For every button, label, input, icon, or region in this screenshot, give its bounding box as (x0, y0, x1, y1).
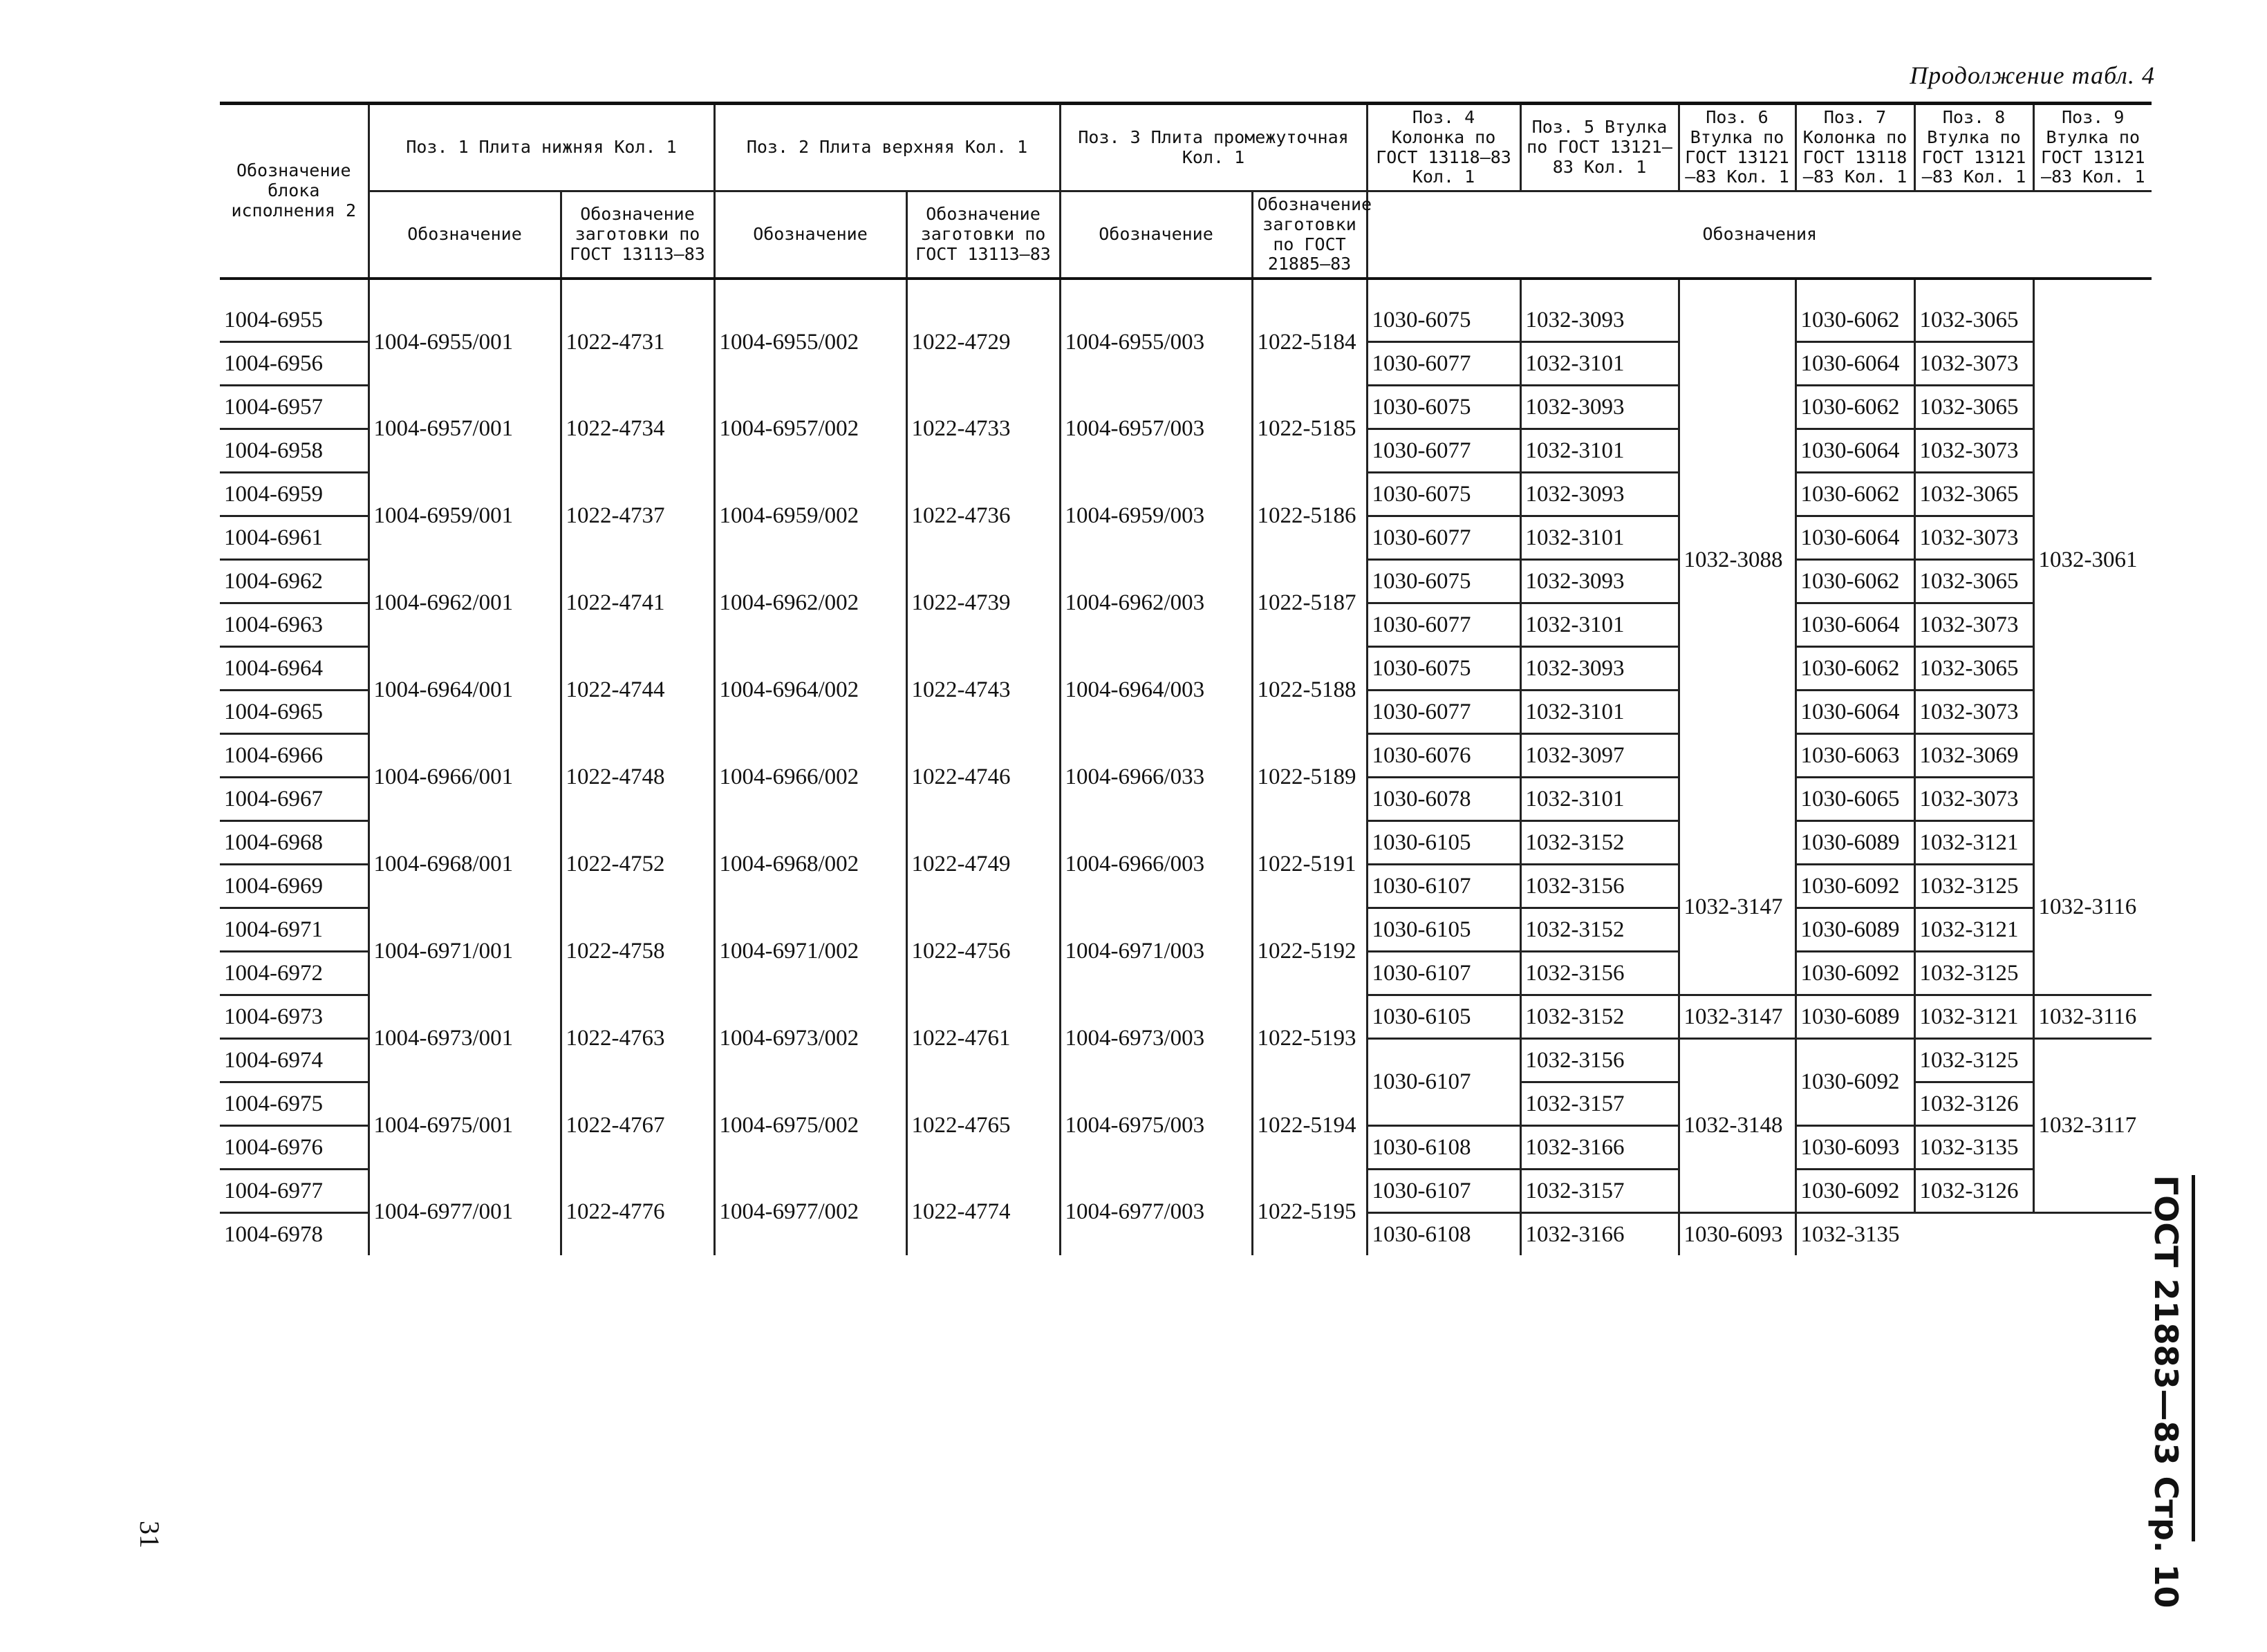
pos4-cell: 1030-6078 (1367, 778, 1520, 821)
pos5-cell: 1032-3101 (1520, 516, 1679, 560)
block-designation: 1004-6958 (220, 429, 368, 473)
pos3-blank: 1022-5194 (1252, 1082, 1367, 1170)
pos8-cell: 1032-3121 (1914, 995, 2033, 1039)
side-title (2147, 1175, 2240, 1608)
header-pos2-blank: Обозначение заготовки по ГОСТ 13113—83 (906, 191, 1060, 279)
block-designation: 1004-6972 (220, 952, 368, 995)
pos7-cell: 1030-6092 (1795, 952, 1914, 995)
header-pos9: Поз. 9 Втулка по ГОСТ 13121—83 Кол. 1 (2033, 104, 2152, 191)
pos8-cell: 1032-3135 (1795, 1213, 1914, 1256)
header-pos3-blank: Обозначение заготовки по ГОСТ 21885—83 (1252, 191, 1367, 279)
pos2-designation: 1004-6968/002 (714, 821, 906, 908)
pos3-designation: 1004-6964/003 (1060, 647, 1252, 734)
pos7-cell: 1030-6089 (1795, 995, 1914, 1039)
pos3-blank: 1022-5187 (1252, 560, 1367, 647)
pos5-cell: 1032-3152 (1520, 908, 1679, 952)
pos7-cell: 1030-6089 (1795, 908, 1914, 952)
pos3-designation: 1004-6975/003 (1060, 1082, 1252, 1170)
pos5-cell: 1032-3166 (1520, 1213, 1679, 1256)
header-pos6: Поз. 6 Втулка по ГОСТ 13121—83 Кол. 1 (1679, 104, 1795, 191)
pos4-cell: 1030-6077 (1367, 342, 1520, 386)
pos4-cell: 1030-6075 (1367, 279, 1520, 342)
pos9-cell: 1032-3117 (2033, 1039, 2152, 1213)
pos4-cell: 1030-6077 (1367, 691, 1520, 734)
pos5-cell: 1032-3152 (1520, 995, 1679, 1039)
pos1-blank: 1022-4752 (561, 821, 714, 908)
pos4-cell: 1030-6107 (1367, 952, 1520, 995)
pos4-cell: 1030-6108 (1367, 1213, 1520, 1256)
pos8-cell: 1032-3073 (1914, 516, 2033, 560)
pos8-cell: 1032-3135 (1914, 1126, 2033, 1170)
pos8-cell: 1032-3069 (1914, 734, 2033, 778)
pos4-cell: 1030-6077 (1367, 429, 1520, 473)
pos1-designation: 1004-6966/001 (368, 734, 561, 821)
pos4-cell: 1030-6076 (1367, 734, 1520, 778)
pos6-cell: 1032-3147 (1679, 995, 1795, 1039)
pos1-designation: 1004-6968/001 (368, 821, 561, 908)
pos4-cell: 1030-6075 (1367, 647, 1520, 691)
pos8-cell: 1032-3125 (1914, 865, 2033, 908)
pos2-designation: 1004-6959/002 (714, 473, 906, 560)
pos5-cell: 1032-3093 (1520, 647, 1679, 691)
pos4-cell: 1030-6105 (1367, 995, 1520, 1039)
pos8-cell: 1032-3126 (1914, 1082, 2033, 1126)
pos8-cell: 1032-3073 (1914, 429, 2033, 473)
continuation-label: Продолжение табл. 4 (1910, 62, 2155, 89)
block-designation: 1004-6973 (220, 995, 368, 1039)
pos3-blank: 1022-5186 (1252, 473, 1367, 560)
header-pos8: Поз. 8 Втулка по ГОСТ 13121—83 Кол. 1 (1914, 104, 2033, 191)
pos8-cell: 1032-3073 (1914, 342, 2033, 386)
pos5-cell: 1032-3101 (1520, 603, 1679, 647)
header-block-column: Обозначение блока исполнения 2 (231, 160, 357, 220)
pos2-designation: 1004-6971/002 (714, 908, 906, 995)
pos7-cell: 1030-6093 (1679, 1213, 1795, 1256)
pos4-cell: 1030-6105 (1367, 908, 1520, 952)
page-number (134, 1521, 207, 1562)
pos7-cell: 1030-6064 (1795, 429, 1914, 473)
pos3-designation: 1004-6966/033 (1060, 734, 1252, 821)
pos2-blank: 1022-4756 (906, 908, 1060, 995)
pos2-blank: 1022-4765 (906, 1082, 1060, 1170)
pos2-designation: 1004-6955/002 (714, 279, 906, 386)
block-designation: 1004-6962 (220, 560, 368, 603)
pos8-cell: 1032-3121 (1914, 821, 2033, 865)
pos2-blank: 1022-4733 (906, 386, 1060, 473)
pos1-blank: 1022-4737 (561, 473, 714, 560)
pos2-designation: 1004-6964/002 (714, 647, 906, 734)
header-pos7: Поз. 7 Колонка по ГОСТ 13118—83 Кол. 1 (1795, 104, 1914, 191)
pos3-designation: 1004-6957/003 (1060, 386, 1252, 473)
pos8-cell: 1032-3073 (1914, 778, 2033, 821)
header-pos3-designation: Обозначение (1060, 191, 1252, 279)
block-designation: 1004-6969 (220, 865, 368, 908)
pos8-cell: 1032-3065 (1914, 560, 2033, 603)
pos1-designation: 1004-6959/001 (368, 473, 561, 560)
pos3-designation: 1004-6973/003 (1060, 995, 1252, 1082)
pos2-designation: 1004-6973/002 (714, 995, 906, 1082)
pos1-blank: 1022-4767 (561, 1082, 714, 1170)
pos3-blank: 1022-5184 (1252, 279, 1367, 386)
pos1-designation: 1004-6977/001 (368, 1170, 561, 1256)
pos5-cell: 1032-3093 (1520, 279, 1679, 342)
block-designation: 1004-6968 (220, 821, 368, 865)
pos6-cell: 1032-3148 (1679, 1039, 1795, 1213)
pos4-cell: 1030-6108 (1367, 1126, 1520, 1170)
block-designation: 1004-6963 (220, 603, 368, 647)
pos4-cell: 1030-6075 (1367, 386, 1520, 429)
pos5-cell: 1032-3097 (1520, 734, 1679, 778)
pos7-cell: 1030-6064 (1795, 342, 1914, 386)
pos4-cell: 1030-6105 (1367, 821, 1520, 865)
header-pos4: Поз. 4 Колонка по ГОСТ 13118—83 Кол. 1 (1367, 104, 1520, 191)
pos7-cell: 1030-6064 (1795, 691, 1914, 734)
pos6-cell: 1032-3147 (1679, 821, 1795, 995)
header-pos5: Поз. 5 Втулка по ГОСТ 13121—83 Кол. 1 (1520, 104, 1679, 191)
block-designation: 1004-6967 (220, 778, 368, 821)
side-title-text: ГОСТ 21883—83 Стр. 10 (2147, 1175, 2185, 1608)
pos7-cell: 1030-6092 (1795, 1039, 1914, 1126)
pos4-cell: 1030-6077 (1367, 603, 1520, 647)
pos7-cell: 1030-6092 (1795, 1170, 1914, 1213)
pos7-cell: 1030-6062 (1795, 386, 1914, 429)
pos5-cell: 1032-3152 (1520, 821, 1679, 865)
pos2-designation: 1004-6977/002 (714, 1170, 906, 1256)
pos8-cell: 1032-3073 (1914, 603, 2033, 647)
pos1-designation: 1004-6964/001 (368, 647, 561, 734)
pos2-designation: 1004-6966/002 (714, 734, 906, 821)
header-pos1: Поз. 1 Плита нижняя Кол. 1 (368, 104, 714, 191)
pos7-cell: 1030-6062 (1795, 560, 1914, 603)
pos1-blank: 1022-4734 (561, 386, 714, 473)
pos2-designation: 1004-6962/002 (714, 560, 906, 647)
pos3-blank: 1022-5192 (1252, 908, 1367, 995)
pos5-cell: 1032-3101 (1520, 691, 1679, 734)
pos7-cell: 1030-6062 (1795, 647, 1914, 691)
pos1-designation: 1004-6975/001 (368, 1082, 561, 1170)
pos2-blank: 1022-4743 (906, 647, 1060, 734)
pos4-cell: 1030-6075 (1367, 560, 1520, 603)
pos8-cell: 1032-3073 (1914, 691, 2033, 734)
pos5-cell: 1032-3101 (1520, 429, 1679, 473)
pos8-cell: 1032-3065 (1914, 473, 2033, 516)
block-designation: 1004-6957 (220, 386, 368, 429)
header-pos2-designation: Обозначение (714, 191, 906, 279)
pos3-blank: 1022-5188 (1252, 647, 1367, 734)
pos7-cell: 1030-6062 (1795, 279, 1914, 342)
block-designation: 1004-6978 (224, 1221, 323, 1247)
pos8-cell: 1032-3121 (1914, 908, 2033, 952)
header-pos1-blank: Обозначение заготовки по ГОСТ 13113—83 (561, 191, 714, 279)
pos1-designation: 1004-6957/001 (368, 386, 561, 473)
block-designation: 1004-6955 (220, 279, 368, 342)
pos8-cell: 1032-3065 (1914, 386, 2033, 429)
pos3-designation: 1004-6959/003 (1060, 473, 1252, 560)
pos5-cell: 1032-3101 (1520, 778, 1679, 821)
pos8-cell: 1032-3125 (1914, 952, 2033, 995)
block-designation: 1004-6966 (220, 734, 368, 778)
pos7-cell: 1030-6064 (1795, 603, 1914, 647)
header-pos2: Поз. 2 Плита верхняя Кол. 1 (714, 104, 1060, 191)
pos5-cell: 1032-3166 (1520, 1126, 1679, 1170)
block-designation: 1004-6961 (220, 516, 368, 560)
block-designation: 1004-6965 (220, 691, 368, 734)
pos9-cell: 1032-3061 (2033, 279, 2152, 821)
block-designation: 1004-6964 (220, 647, 368, 691)
pos8-cell: 1032-3126 (1914, 1170, 2033, 1213)
pos1-blank: 1022-4748 (561, 734, 714, 821)
pos8-cell: 1032-3065 (1914, 279, 2033, 342)
pos8-cell: 1032-3065 (1914, 647, 2033, 691)
pos3-blank: 1022-5185 (1252, 386, 1367, 473)
pos2-blank: 1022-4774 (906, 1170, 1060, 1256)
header-designations: Обозначения (1367, 191, 2152, 279)
pos7-cell: 1030-6089 (1795, 821, 1914, 865)
pos5-cell: 1032-3093 (1520, 560, 1679, 603)
block-designation: 1004-6959 (220, 473, 368, 516)
specification-table (220, 102, 2152, 1255)
pos5-cell: 1032-3157 (1520, 1170, 1679, 1213)
pos5-cell: 1032-3093 (1520, 473, 1679, 516)
pos2-blank: 1022-4761 (906, 995, 1060, 1082)
pos7-cell: 1030-6062 (1795, 473, 1914, 516)
pos4-cell: 1030-6107 (1367, 865, 1520, 908)
pos2-blank: 1022-4739 (906, 560, 1060, 647)
pos4-cell: 1030-6107 (1367, 1170, 1520, 1213)
pos1-designation: 1004-6971/001 (368, 908, 561, 995)
pos5-cell: 1032-3156 (1520, 952, 1679, 995)
pos7-cell: 1030-6092 (1795, 865, 1914, 908)
pos2-designation: 1004-6975/002 (714, 1082, 906, 1170)
pos3-designation: 1004-6971/003 (1060, 908, 1252, 995)
pos2-blank: 1022-4749 (906, 821, 1060, 908)
pos1-blank: 1022-4741 (561, 560, 714, 647)
block-designation: 1004-6975 (220, 1082, 368, 1126)
block-designation: 1004-6974 (220, 1039, 368, 1082)
pos1-blank: 1022-4763 (561, 995, 714, 1082)
pos5-cell: 1032-3156 (1520, 865, 1679, 908)
pos1-designation: 1004-6955/001 (368, 279, 561, 386)
pos2-blank: 1022-4736 (906, 473, 1060, 560)
pos2-designation: 1004-6957/002 (714, 386, 906, 473)
pos4-cell: 1030-6075 (1367, 473, 1520, 516)
pos9-cell: 1032-3116 (2033, 995, 2152, 1039)
pos1-blank: 1022-4776 (561, 1170, 714, 1256)
page-number-text: 31 (134, 1521, 165, 1548)
pos7-cell: 1030-6063 (1795, 734, 1914, 778)
pos7-cell: 1030-6093 (1795, 1126, 1914, 1170)
pos3-blank: 1022-5193 (1252, 995, 1367, 1082)
header-pos3: Поз. 3 Плита промежуточная Кол. 1 (1060, 104, 1367, 191)
pos7-cell: 1030-6064 (1795, 516, 1914, 560)
pos3-blank: 1022-5189 (1252, 734, 1367, 821)
pos8-cell: 1032-3125 (1914, 1039, 2033, 1082)
block-designation: 1004-6956 (220, 342, 368, 386)
pos5-cell: 1032-3156 (1520, 1039, 1679, 1082)
pos5-cell: 1032-3157 (1520, 1082, 1679, 1126)
pos2-blank: 1022-4746 (906, 734, 1060, 821)
pos3-blank: 1022-5195 (1252, 1170, 1367, 1256)
pos1-blank: 1022-4758 (561, 908, 714, 995)
pos3-designation: 1004-6966/003 (1060, 821, 1252, 908)
pos1-designation: 1004-6973/001 (368, 995, 561, 1082)
pos3-designation: 1004-6962/003 (1060, 560, 1252, 647)
pos1-designation: 1004-6962/001 (368, 560, 561, 647)
pos1-blank: 1022-4731 (561, 279, 714, 386)
pos3-designation: 1004-6955/003 (1060, 279, 1252, 386)
header-pos1-designation: Обозначение (368, 191, 561, 279)
block-designation: 1004-6976 (220, 1126, 368, 1170)
pos6-cell: 1032-3088 (1679, 279, 1795, 821)
pos1-blank: 1022-4744 (561, 647, 714, 734)
pos4-cell: 1030-6107 (1367, 1039, 1520, 1126)
pos7-cell: 1030-6065 (1795, 778, 1914, 821)
block-designation: 1004-6971 (220, 908, 368, 952)
block-designation: 1004-6977 (220, 1170, 368, 1213)
pos3-designation: 1004-6977/003 (1060, 1170, 1252, 1256)
pos5-cell: 1032-3093 (1520, 386, 1679, 429)
pos5-cell: 1032-3101 (1520, 342, 1679, 386)
pos3-blank: 1022-5191 (1252, 821, 1367, 908)
pos9-cell: 1032-3116 (2033, 821, 2152, 995)
pos2-blank: 1022-4729 (906, 279, 1060, 386)
pos4-cell: 1030-6077 (1367, 516, 1520, 560)
